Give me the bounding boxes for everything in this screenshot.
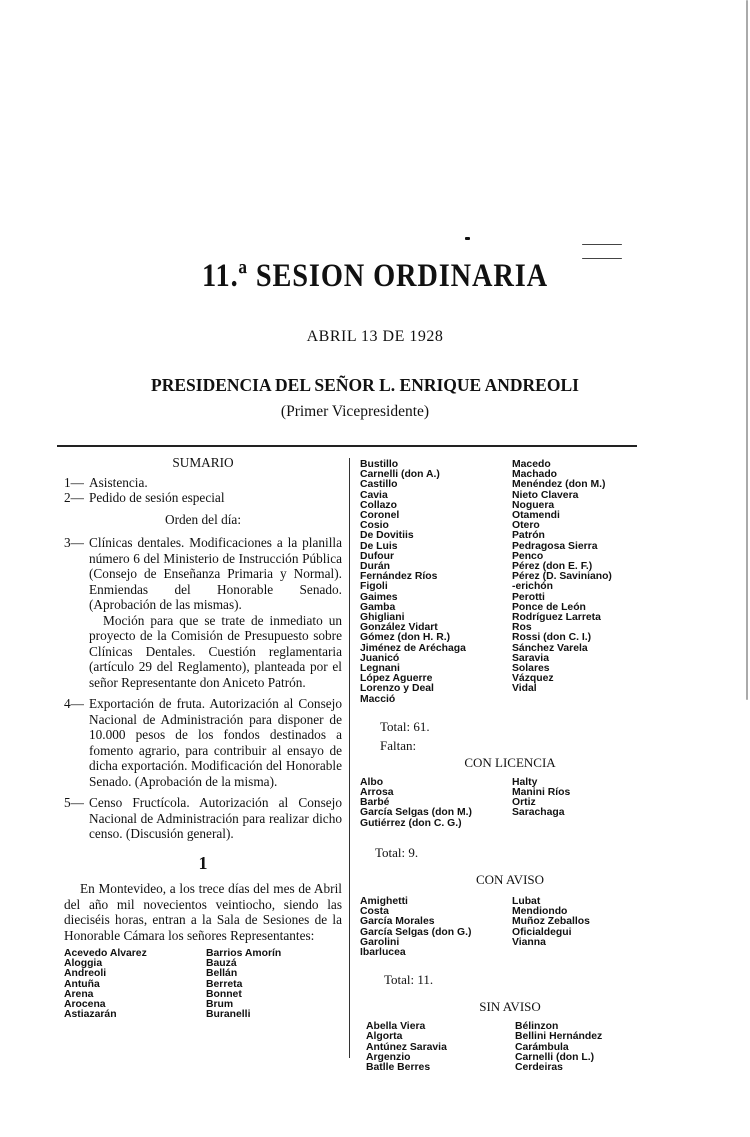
- representative-name: Argenzio: [366, 1051, 411, 1063]
- representative-name: Berreta: [206, 978, 243, 990]
- representative-name: Andreoli: [64, 968, 107, 980]
- attendees-right: [360, 460, 660, 705]
- representative-name: Fernández Ríos: [360, 571, 438, 583]
- representative-name: Bustillo: [360, 459, 399, 470]
- summary-heading: SUMARIO: [172, 455, 234, 470]
- representative-name: Barbé: [360, 797, 390, 809]
- summary-item-number: 2—: [64, 490, 84, 505]
- right-column: [360, 460, 660, 1073]
- representative-name: Rodríguez Larreta: [512, 612, 601, 624]
- session-number: 11.ª: [202, 258, 248, 294]
- representative-name: Lorenzo y Deal: [360, 683, 434, 695]
- representative-name: Oficialdegui: [512, 926, 572, 938]
- representative-name: Bellán: [206, 968, 238, 980]
- header-divider: [57, 445, 637, 447]
- representative-name: López Aguerre: [360, 673, 433, 685]
- representative-name: Rossi (don C. I.): [512, 632, 592, 644]
- summary-item-text: Asistencia.: [89, 474, 148, 490]
- session-narrative: En Montevideo, a los trece días del mes de Abril del año mil novecientos veintiocho, siendo las dieciséis horas, entran a la Sala de Sesiones de la Honorable Cámara los señores Representantes:: [64, 881, 342, 943]
- representative-name: Carámbula: [515, 1041, 569, 1053]
- representative-name: Acevedo Alvarez: [64, 948, 147, 959]
- representative-name: Pedragosa Sierra: [512, 540, 598, 552]
- con-aviso-list: [360, 897, 660, 958]
- representative-name: Buranelli: [206, 1009, 251, 1021]
- names-column: [360, 897, 508, 958]
- names-column: [508, 897, 660, 958]
- representative-name: Brum: [206, 999, 234, 1011]
- con-aviso-heading: CON AVISO: [475, 871, 545, 887]
- representative-name: Cavia: [360, 489, 388, 501]
- summary-item: [64, 475, 342, 491]
- session-date: ABRIL 13 DE 1928: [306, 328, 444, 345]
- names-column: [508, 778, 660, 829]
- representative-name: Vianna: [512, 936, 546, 948]
- order-item: [64, 696, 342, 789]
- representative-name: Nieto Clavera: [512, 489, 579, 501]
- representative-name: Pérez (don E. F.): [512, 561, 593, 573]
- representative-name: Jiménez de Aréchaga: [360, 642, 466, 654]
- representative-name: Sarachaga: [512, 807, 565, 819]
- representative-name: -erichón: [512, 581, 553, 593]
- representative-name: Ortiz: [512, 797, 536, 809]
- representative-name: Muñoz Zeballos: [512, 916, 590, 928]
- representative-name: Vidal: [512, 683, 537, 695]
- order-heading: Orden del día:: [164, 511, 242, 527]
- representative-name: Bonnet: [206, 988, 242, 1000]
- con-licencia-list: [360, 778, 660, 829]
- scan-mark: [582, 258, 622, 259]
- representative-name: Gutiérrez (don C. G.): [360, 817, 462, 829]
- scan-mark: [582, 244, 622, 245]
- sin-aviso-list: [360, 1022, 660, 1073]
- representative-name: Otamendi: [512, 510, 560, 522]
- representative-name: Ghigliani: [360, 612, 405, 624]
- representative-name: Collazo: [360, 499, 397, 511]
- representative-name: Abella Viera: [366, 1021, 426, 1033]
- representative-name: Arena: [64, 988, 94, 1000]
- representative-name: Antúnez Saravia: [366, 1041, 447, 1053]
- representative-name: Manini Ríos: [512, 787, 571, 799]
- order-item: [64, 535, 342, 613]
- representative-name: Macció: [360, 693, 396, 705]
- con-licencia-heading: CON LICENCIA: [464, 754, 556, 770]
- representative-name: De Luis: [360, 540, 398, 552]
- session-title-text: SESION ORDINARIA: [255, 258, 548, 294]
- summary-item: [64, 490, 342, 506]
- representative-name: Castillo: [360, 479, 398, 491]
- order-item-extra: [64, 613, 342, 691]
- representative-name: Arrosa: [360, 787, 394, 799]
- representative-name: Carnelli (don A.): [360, 469, 440, 481]
- representative-name: Ibarlucea: [360, 946, 406, 958]
- representative-name: García Selgas (don G.): [360, 926, 472, 938]
- order-item-text: Censo Fructícola. Autorización al Consejo Nacional de Administración para realizar dicho censo. (Discusión general).: [89, 795, 342, 841]
- scan-mark: [465, 237, 470, 240]
- attendance-total: Total: 61.: [380, 718, 430, 734]
- representative-name: Halty: [512, 776, 538, 788]
- representative-name: Penco: [512, 550, 544, 562]
- representative-name: Antuña: [64, 978, 100, 990]
- representative-name: Coronel: [360, 510, 400, 522]
- representative-name: Patrón: [512, 530, 545, 542]
- representative-name: Ponce de León: [512, 601, 586, 613]
- attendees-left: [64, 949, 342, 1020]
- representative-name: Sánchez Varela: [512, 642, 588, 654]
- representative-name: Carnelli (don L.): [515, 1051, 595, 1063]
- representative-name: Amighetti: [360, 895, 408, 907]
- representative-name: Menéndez (don M.): [512, 479, 606, 491]
- order-item-text: Clínicas dentales. Modificaciones a la planilla número 6 del Ministerio de Instrucción Pública (Consejo de Enseñanza Primaria y Normal). Enmiendas del Honorable Senado. (Aprobación de las mismas).: [89, 535, 342, 612]
- order-item-text: Exportación de fruta. Autorización al Consejo Nacional de Administración para disponer de 10.000 pesos de los fondos destinados a fomento agrario, para contribuir al ensayo de dicha exportación. Modificación del Honorable Senado. (Aprobación de la misma).: [89, 696, 342, 789]
- names-column: [360, 460, 508, 705]
- representative-name: Bellini Hernández: [515, 1031, 603, 1043]
- representative-name: Figoli: [360, 581, 388, 593]
- representative-name: Bauzá: [206, 958, 237, 970]
- representative-name: Astiazarán: [64, 1009, 117, 1021]
- representative-name: González Vidart: [360, 622, 438, 634]
- con-aviso-total: Total: 11.: [384, 972, 434, 988]
- representative-name: Pérez (D. Saviniano): [512, 571, 612, 583]
- representative-name: Costa: [360, 906, 389, 918]
- representative-name: García Morales: [360, 916, 435, 928]
- representative-name: Mendiondo: [512, 906, 568, 918]
- section-number: 1: [198, 852, 208, 873]
- representative-name: Cosio: [360, 520, 389, 532]
- representative-name: Solares: [512, 663, 550, 675]
- summary-item-number: 1—: [64, 474, 84, 490]
- representative-name: Garolini: [360, 936, 400, 948]
- representative-name: Ros: [512, 622, 532, 634]
- representative-name: Gamba: [360, 601, 396, 613]
- order-item-number: 3—: [64, 535, 84, 550]
- order-item-number: 4—: [64, 696, 84, 711]
- summary-item-text: Pedido de sesión especial: [89, 490, 225, 505]
- representative-name: Vázquez: [512, 673, 554, 685]
- names-column: [200, 949, 342, 1020]
- representative-name: Noguera: [512, 499, 555, 511]
- column-divider: [349, 458, 350, 1058]
- vice-president-line: (Primer Vicepresidente): [280, 403, 430, 420]
- session-title: [53, 258, 698, 295]
- representative-name: Cerdeiras: [515, 1061, 563, 1073]
- representative-name: Perotti: [512, 591, 545, 603]
- representative-name: Macedo: [512, 459, 551, 470]
- scan-mark: [746, 0, 748, 700]
- representative-name: Aloggia: [64, 958, 103, 970]
- names-column: [366, 1022, 511, 1073]
- order-item-extra-text: Moción para que se trate de inmediato un proyecto de la Comisión de Presupuesto sobre Clínicas Dentales. Cuestión reglamentaria (artículo 29 del Reglamento), planteada por el señor Representante don Aniceto Patrón.: [89, 612, 342, 690]
- names-column: [511, 1022, 660, 1073]
- names-column: [360, 778, 508, 829]
- faltan-label: Faltan:: [380, 737, 417, 753]
- representative-name: Batlle Berres: [366, 1061, 431, 1073]
- representative-name: De Dovitiis: [360, 530, 414, 542]
- representative-name: Dufour: [360, 550, 395, 562]
- names-column: [508, 460, 660, 705]
- representative-name: Algorta: [366, 1031, 403, 1043]
- representative-name: Lubat: [512, 895, 541, 907]
- representative-name: Gaimes: [360, 591, 398, 603]
- representative-name: Bélinzon: [515, 1021, 559, 1033]
- representative-name: Legnani: [360, 663, 400, 675]
- sin-aviso-heading: SIN AVISO: [479, 999, 541, 1015]
- representative-name: Gómez (don H. R.): [360, 632, 451, 644]
- representative-name: Juanicó: [360, 652, 400, 664]
- order-item-number: 5—: [64, 795, 84, 810]
- representative-name: García Selgas (don M.): [360, 807, 473, 819]
- representative-name: Albo: [360, 776, 384, 788]
- presidency-line: PRESIDENCIA DEL SEÑOR L. ENRIQUE ANDREOLI: [151, 375, 579, 395]
- representative-name: Machado: [512, 469, 558, 481]
- left-column: [64, 455, 342, 1020]
- representative-name: Arocena: [64, 999, 106, 1011]
- representative-name: Barrios Amorín: [206, 948, 282, 959]
- representative-name: Saravia: [512, 652, 549, 664]
- con-licencia-total: Total: 9.: [375, 844, 419, 860]
- names-column: [64, 949, 200, 1020]
- order-item: [64, 795, 342, 842]
- representative-name: Durán: [360, 561, 391, 573]
- representative-name: Otero: [512, 520, 540, 532]
